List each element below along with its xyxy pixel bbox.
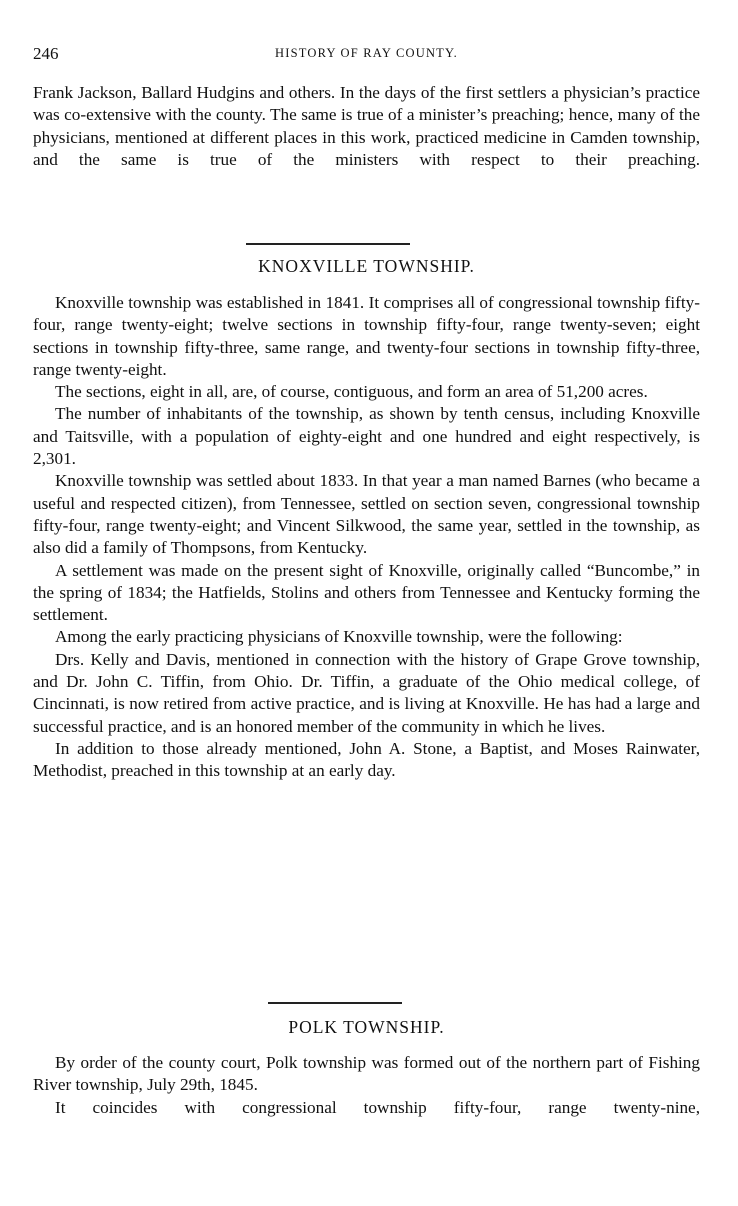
polk-section [33,1052,700,1119]
paragraph: A settlement was made on the present sight of Knoxville, originally called “Buncombe,” in the spring of 1834; the Hatfields, Stolins and others from Tennessee and Kentucky forming the settlement. [33,560,700,625]
paragraph: The sections, eight in all, are, of course, contiguous, and form an area of 51,200 acres. [55,382,648,402]
section-heading-polk: POLK TOWNSHIP. [288,1017,445,1037]
knoxville-section [33,292,700,783]
page-number: 246 [33,44,59,63]
paragraph: Among the early practicing physicians of Knoxville township, were the following: [55,627,623,647]
paragraph: Knoxville township was settled about 1833. In that year a man named Barnes (who became a useful and respected citizen), from Tennessee, settled on section seven, congressional township fifty-four, range twenty-eight; and Vincent Silkwood, the same year, settled in the township, as also did a family of Thompsons, from Kentucky. [33,471,700,558]
section-divider [268,1002,402,1004]
paragraph: By order of the county court, Polk township was formed out of the northern part of Fishing River township, July 29th, 1845. [33,1053,700,1095]
paragraph: Knoxville township was established in 1841. It comprises all of congressional township fifty-four, range twenty-eight; twelve sections in township fifty-four, range twenty-seven; eight sections in township fifty-three, same range, and twenty-four sections in township fifty-three, range twenty-eight. [33,293,700,379]
paragraph: Drs. Kelly and Davis, mentioned in connection with the history of Grape Grove township, and Dr. John C. Tiffin, from Ohio. Dr. Tiffin, a graduate of the Ohio medical college, of Cincinnati, is now retired from active practice, and is living at Knoxville. He has had a large and successful practice, and is an honored member of the community in which he lives. [33,649,700,736]
paragraph: In addition to those already mentioned, John A. Stone, a Baptist, and Moses Rainwater, Methodist, preached in this township at an early day. [33,738,700,781]
paragraph: The number of inhabitants of the township, as shown by tenth census, including Knoxville and Taitsville, with a population of eighty-eight and one hundred and eight respectively, is 2,301. [33,404,700,469]
paragraph: It coincides with congressional township fifty-four, range twenty-nine, [55,1097,700,1117]
running-title: HISTORY OF RAY COUNTY. [275,46,458,60]
page-header [33,44,700,66]
intro-section [33,82,700,171]
paragraph: Frank Jackson, Ballard Hudgins and others. In the days of the first settlers a physician’s practice was co-extensive with the county. The same is true of a minister’s preaching; hence, many of the physicians, mentioned at different places in this work, practiced medicine in Camden township, and the same is true of the ministers with respect to their preaching. [33,83,700,169]
section-divider [246,243,410,245]
section-heading-knoxville: KNOXVILLE TOWNSHIP. [258,256,475,276]
